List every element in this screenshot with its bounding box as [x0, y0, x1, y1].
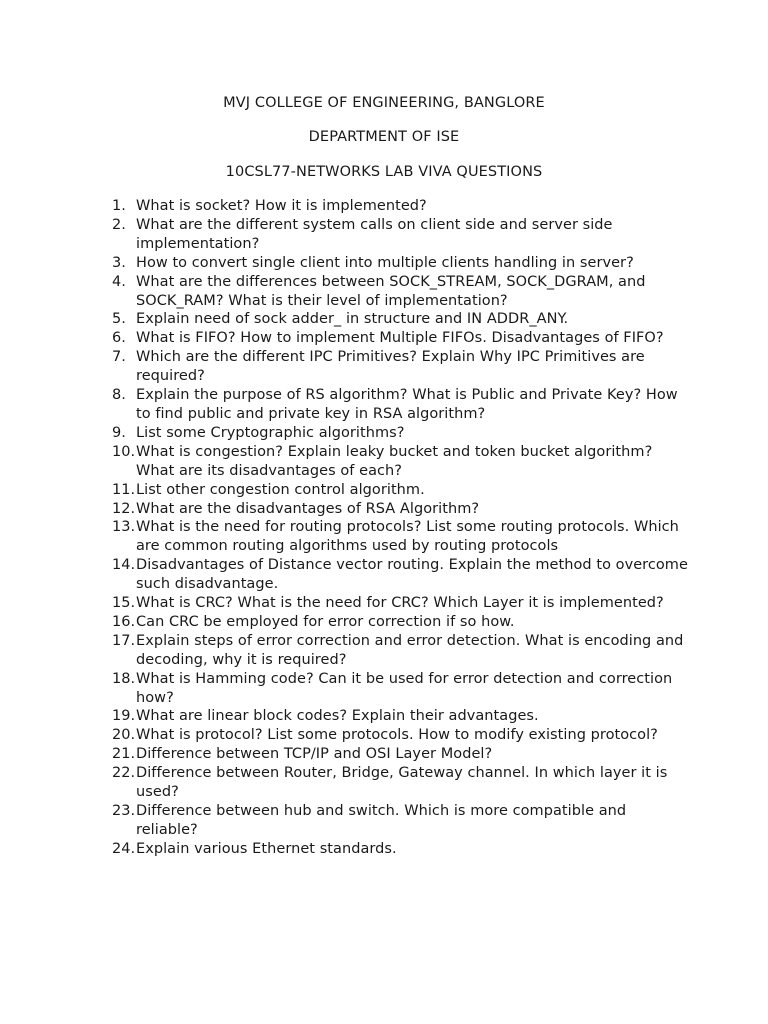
- question-item: [112, 556, 692, 594]
- question-item: [112, 443, 692, 481]
- question-item: [112, 707, 692, 726]
- question-item: [112, 216, 692, 254]
- question-number: 20.: [112, 727, 136, 744]
- question-text: Difference between TCP/IP and OSI Layer Model?: [136, 746, 493, 763]
- question-number: 9.: [112, 424, 126, 441]
- question-number: 19.: [112, 708, 136, 725]
- college-name-heading: MVJ COLLEGE OF ENGINEERING, BANGLORE: [223, 95, 545, 111]
- question-text: Difference between hub and switch. Which is more compatible and reliable?: [136, 803, 627, 838]
- question-text: What are the differences between SOCK_STREAM, SOCK_DGRAM, and SOCK_RAM? What is their level of implementation?: [136, 273, 646, 309]
- question-text: Can CRC be employed for error correction if so how.: [136, 613, 515, 630]
- question-number: 15.: [112, 595, 136, 612]
- question-text: Explain steps of error correction and error detection. What is encoding and decoding, why it is required?: [136, 632, 684, 668]
- question-item: [112, 840, 692, 859]
- question-text: Explain various Ethernet standards.: [136, 840, 397, 857]
- question-text: What is the need for routing protocols? List some routing protocols. Which are common routing algorithms used by routing protocols: [136, 519, 679, 555]
- question-number: 16.: [112, 613, 136, 630]
- question-item: [112, 424, 692, 443]
- question-text: Difference between Router, Bridge, Gateway channel. In which layer it is used?: [136, 765, 668, 801]
- question-text: Disadvantages of Distance vector routing. Explain the method to overcome such disadvantage.: [136, 557, 688, 593]
- question-number: 23.: [112, 803, 136, 819]
- department-heading: DEPARTMENT OF ISE: [308, 129, 460, 145]
- question-number: 12.: [112, 500, 136, 517]
- question-number: 11.: [112, 481, 136, 498]
- question-item: [112, 670, 692, 708]
- question-text: List other congestion control algorithm.: [136, 481, 425, 498]
- question-number: 7.: [112, 349, 126, 366]
- question-item: [112, 518, 692, 556]
- question-item: [112, 764, 692, 802]
- question-number: 14.: [112, 557, 136, 574]
- question-number: 5.: [112, 311, 126, 328]
- question-item: [112, 197, 692, 216]
- question-number: 6.: [112, 330, 126, 347]
- question-item: [112, 386, 692, 424]
- question-item: [112, 745, 692, 764]
- question-item: [112, 329, 692, 348]
- question-item: [112, 481, 692, 500]
- question-item: [112, 613, 692, 632]
- question-text: Which are the different IPC Primitives? Explain Why IPC Primitives are required?: [136, 349, 645, 385]
- question-number: 22.: [112, 765, 136, 782]
- question-number: 21.: [112, 746, 136, 763]
- lab-title-heading: 10CSL77-NETWORKS LAB VIVA QUESTIONS: [225, 164, 543, 180]
- question-number: 3.: [112, 254, 126, 271]
- question-text: What is CRC? What is the need for CRC? Which Layer it is implemented?: [136, 595, 664, 612]
- question-list: [112, 197, 692, 859]
- question-text: What is Hamming code? Can it be used for error detection and correction how?: [136, 670, 673, 706]
- question-number: 1.: [112, 198, 126, 214]
- question-number: 2.: [112, 216, 126, 233]
- question-number: 8.: [112, 387, 126, 404]
- question-text: What is FIFO? How to implement Multiple FIFOs. Disadvantages of FIFO?: [136, 330, 664, 347]
- question-number: 17.: [112, 632, 136, 649]
- question-text: What is socket? How it is implemented?: [136, 198, 427, 214]
- question-item: [112, 254, 692, 273]
- question-number: 4.: [112, 273, 126, 290]
- question-text: Explain need of sock adder_ in structure and IN ADDR_ANY.: [136, 311, 569, 328]
- question-text: Explain the purpose of RS algorithm? What is Public and Private Key? How to find public and private key in RSA algorithm?: [136, 387, 678, 422]
- question-number: 13.: [112, 519, 136, 536]
- question-text: What are the different system calls on client side and server side implementation?: [136, 216, 613, 252]
- question-item: [112, 726, 692, 745]
- question-number: 10.: [112, 443, 136, 460]
- question-item: [112, 273, 692, 311]
- question-text: What are linear block codes? Explain their advantages.: [136, 708, 539, 725]
- question-text: How to convert single client into multiple clients handling in server?: [136, 254, 634, 271]
- question-number: 18.: [112, 670, 136, 687]
- question-item: [112, 310, 692, 329]
- question-item: [112, 594, 692, 613]
- question-text: What is congestion? Explain leaky bucket and token bucket algorithm? What are its disadvantages of each?: [136, 443, 653, 479]
- question-item: [112, 632, 692, 670]
- question-text: What is protocol? List some protocols. How to modify existing protocol?: [136, 727, 658, 744]
- question-item: [112, 802, 692, 840]
- question-text: What are the disadvantages of RSA Algorithm?: [136, 500, 480, 517]
- question-item: [112, 348, 692, 386]
- question-number: 24.: [112, 840, 136, 857]
- question-item: [112, 500, 692, 519]
- question-text: List some Cryptographic algorithms?: [136, 424, 405, 441]
